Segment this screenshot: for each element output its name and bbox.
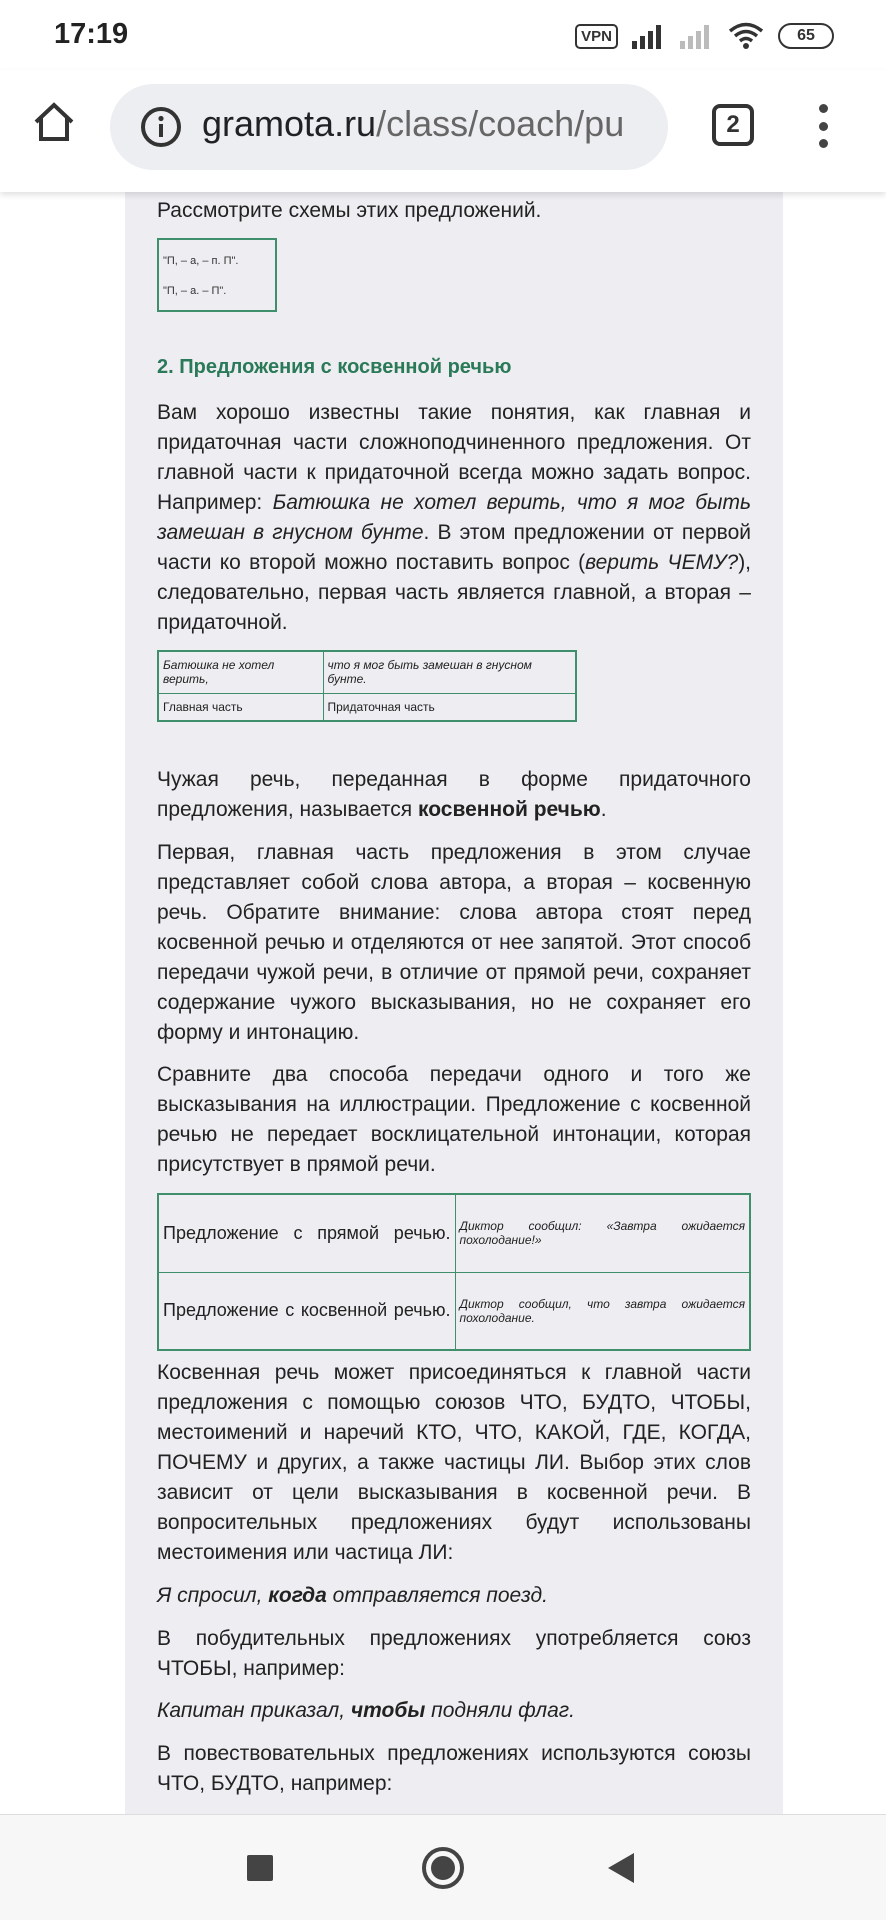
ex2-word: чтобы [350,1699,426,1722]
home-button[interactable] [28,96,80,148]
table-row [158,693,576,721]
back-button[interactable] [608,1853,634,1883]
system-nav-bar [0,1814,886,1920]
info-icon[interactable] [140,106,182,148]
table-cell: Предложение с прямой речью. [158,1194,455,1272]
schema-line-1: "П, – а, – п. П". [163,255,239,267]
status-bar [0,0,886,70]
para1-question: верить ЧЕМУ? [585,551,739,574]
home-icon [32,100,76,144]
table-cell: что я мог быть замешан в гнусном бунте. [323,651,576,693]
ex1-text-c: отправляется поезд. [326,1584,548,1607]
battery-indicator: 65 [778,23,834,49]
signal-icon [632,23,666,49]
table-cell: Главная часть [158,693,323,721]
paragraph-4: Сравните два способа передачи одного и того же высказывания на иллюстрации. Предложение с косвенной речью не передает восклицательной интонации, которая присутствует в прямой речи. [157,1063,751,1176]
para1-example: Батюшка не хотел верить, что я мог быть замешан в гнусном бунте [157,491,751,544]
schema-line-2: "П, – а. – П". [163,285,227,297]
table-row [158,651,576,693]
table-cell: Придаточная часть [323,693,576,721]
ex2-text-a: Капитан приказал, [157,1699,351,1722]
example-1 [157,1581,751,1611]
example-2 [157,1696,751,1726]
paragraph-3: Первая, главная часть предложения в этом случае представляет собой слова автора, а вторая – косвенную речь. Обратите внимание: слова автора стоят перед косвенной речью и отделяются от нее запятой. Этот способ передачи чужой речи, в отличие от прямой речи, сохраняет содержание чужого высказывания, но не сохраняет его форму и интонацию. [157,841,751,1044]
section-heading: 2. Предложения с косвенной речью [157,356,512,378]
parts-table [157,650,577,722]
para2-text-c: . [600,798,607,821]
article-content [125,192,783,1814]
web-page[interactable] [0,192,886,1814]
status-icons [575,20,834,52]
intro-text: Рассмотрите схемы этих предложений. [157,199,542,222]
para1-text-e: ), следовательно, первая часть является главной, а вторая – придаточной. [157,551,752,634]
menu-dot [819,104,828,113]
para2-text-a: Чужая речь, переданная в форме придаточного предложения, называется [157,768,751,821]
ex2-text-c: подняли флаг. [425,1699,575,1722]
url-domain: gramota.ru [202,103,377,144]
paragraph-5: Косвенная речь может присоединяться к главной части предложения с помощью союзов ЧТО, БУДТО, ЧТОБЫ, местоимений и наречий КТО, ЧТО, КАКОЙ, ГДЕ, КОГДА, ПОЧЕМУ и других, а также частицы ЛИ. Выбор этих слов зависит от цели высказывания в косвенной речи. В вопросительных предложениях будут использованы местоимения или частица ЛИ: [157,1361,751,1564]
paragraph-7: В повествовательных предложениях используются союзы ЧТО, БУДТО, например: [157,1742,751,1795]
ex1-word: когда [268,1584,327,1607]
paragraph-1 [157,398,751,638]
home-nav-button[interactable] [422,1847,464,1889]
para1-text-a: Вам хорошо известны такие понятия, как главная и придаточная части сложноподчиненного предложения. От главной части к придаточной всегда можно задать вопрос. Например: [157,401,751,514]
wifi-icon [728,22,764,50]
status-time: 17:19 [54,18,129,50]
table-cell: Батюшка не хотел верить, [158,651,323,693]
para1-text-c: . В этом предложении от первой части ко второй можно поставить вопрос ( [157,521,751,574]
menu-dot [819,122,828,131]
more-vert-icon[interactable] [808,100,838,152]
table-cell: Предложение с косвенной речью. [158,1272,455,1350]
vpn-badge: VPN [575,24,618,49]
url-text [202,103,624,145]
tabs-button[interactable]: 2 [712,104,754,146]
schema-box [157,238,277,312]
table-row [158,1272,750,1350]
browser-toolbar [0,70,886,192]
signal-2-icon [680,23,714,49]
menu-dot [819,139,828,148]
comparison-table [157,1193,751,1351]
ex1-text-a: Я спросил, [157,1584,269,1607]
recents-button[interactable] [247,1855,273,1881]
url-path: /class/coach/pu [376,103,625,144]
paragraph-2 [157,765,751,825]
table-cell: Диктор сообщил: «Завтра ожидается похолодание!» [455,1194,750,1272]
para2-term: косвенной речью [417,798,601,821]
address-bar[interactable] [110,84,668,170]
table-row [158,1194,750,1272]
home-nav-icon [431,1856,455,1880]
paragraph-6: В побудительных предложениях употребляется союз ЧТОБЫ, например: [157,1627,751,1680]
table-cell: Диктор сообщил, что завтра ожидается похолодание. [455,1272,750,1350]
